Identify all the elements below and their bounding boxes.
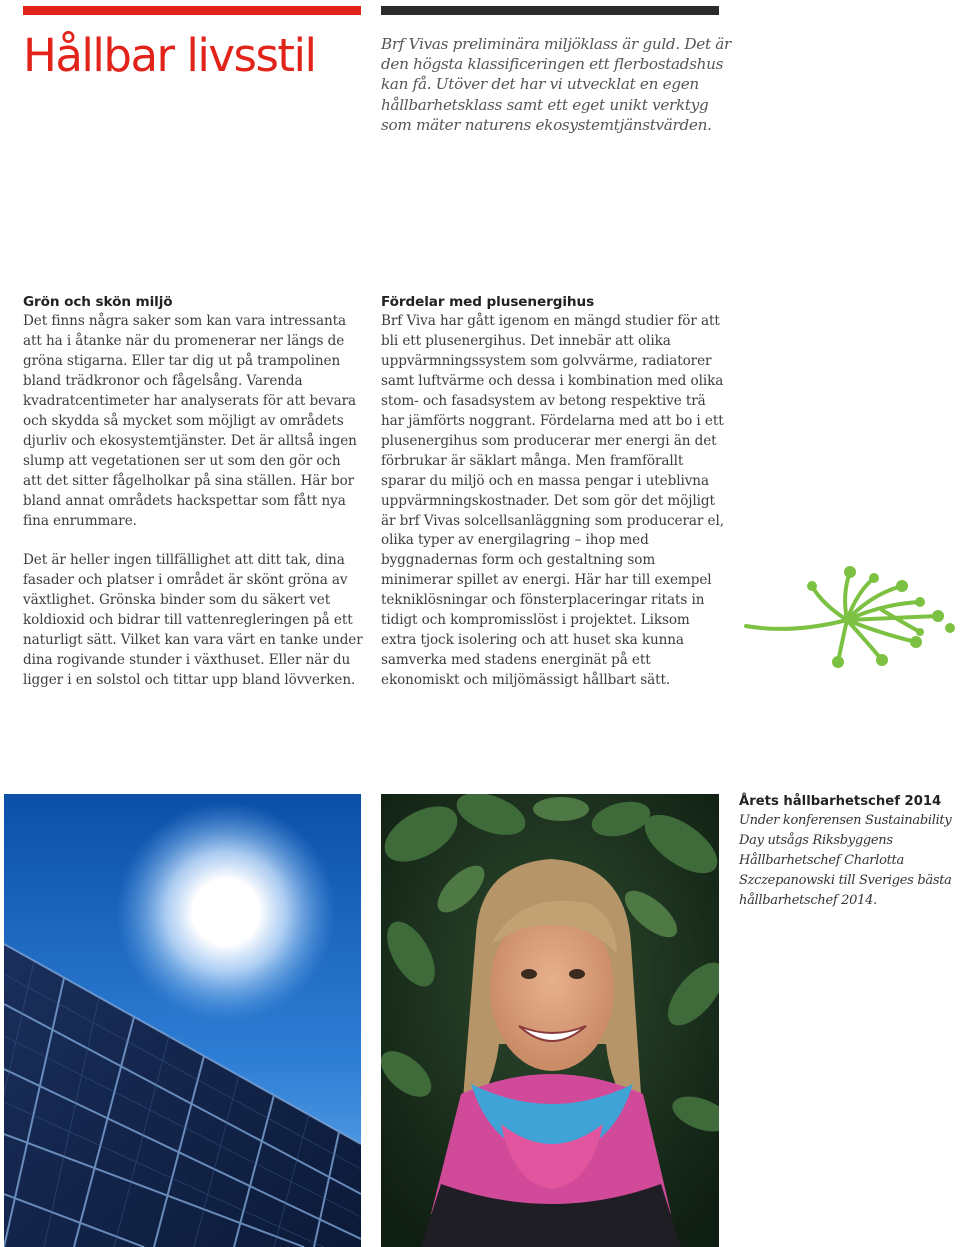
portrait-photo	[381, 794, 719, 1247]
section-bar-dark	[381, 6, 719, 15]
solar-panels-photo	[4, 794, 361, 1247]
intro-text: Brf Vivas preliminära miljöklass är guld. Det är den högsta klassificeringen ett flerbostadshus kan få. Utöver det har vi utvecklat en egen hållbarhetsklass samt ett eget unikt verktyg som mäter naturens ekosystemtjänstvärden.	[381, 35, 731, 134]
page-title: Hållbar livsstil	[23, 29, 316, 82]
caption-heading: Årets hållbarhetschef 2014	[739, 794, 942, 809]
right-heading: Fördelar med plusenergihus	[381, 294, 595, 310]
section-bar-red	[23, 6, 361, 15]
right-column	[381, 292, 726, 691]
plant-sprig-icon	[742, 564, 960, 672]
left-paragraph-2: Det är heller ingen tillfällighet att ditt tak, dina fasader och platser i området är skönt gröna av växtlighet. Grönska binder som du säkert vet koldioxid och bidrar till vattenregleringen på ett naturligt sätt. Vilket kan vara värt en tanke under dina rogivande stunder i växthuset. Eller när du ligger i en solstol och tittar upp bland lövverken.	[23, 552, 363, 689]
left-column	[23, 292, 363, 691]
right-paragraph: Brf Viva har gått igenom en mängd studier för att bli ett plusenergihus. Det innebär att olika uppvärmningssystem som golvvärme, radiatorer samt luftvärme och dessa i kombination med olika stom- och fasadsystem av betong respektive trä har jämförts noggrant. Fördelarna med att bo i ett plusenergihus som producerar mer energi än det förbrukar är säklart många. Men framförallt sparar du miljö och en massa pengar i uteblivna uppvärmningskostnader. Det som gör det möjligt är brf Vivas solcellsanläggning som producerar el, olika typer av energilagring – ihop med byggnadernas form och gestaltning som minimerar spillet av energi. Här har till exempel tekniklösningar och fönsterplaceringar ritats in tidigt och kompromisslöst i projektet. Liksom extra tjock isolering och att huset ska kunna samverka med stadens energinät på ett ekonomiskt och miljömässigt hållbart sätt.	[381, 313, 724, 689]
photo-caption	[739, 792, 960, 911]
left-heading: Grön och skön miljö	[23, 294, 173, 310]
caption-text: Under konferensen Sustainability Day utsågs Riksbyggens Hållbarhetschef Charlotta Szczepanowski till Sveriges bästa hållbarhetschef 2014.	[739, 813, 952, 908]
left-paragraph-1: Det finns några saker som kan vara intressanta att ha i åtanke när du promenerar ner längs de gröna stigarna. Eller tar dig ut på trampolinen bland trädkronor och fågelsång. Varenda kvadratcentimeter har analyserats för att bevara och skydda så mycket som möjligt av områdets djurliv och ekosystemtjänster. Det är alltså ingen slump att vegetationen ser ut som den gör och att det sitter fågelholkar på sina ställen. Här bor bland annat områdets hackspettar som fått nya fina enrummare.	[23, 313, 357, 529]
